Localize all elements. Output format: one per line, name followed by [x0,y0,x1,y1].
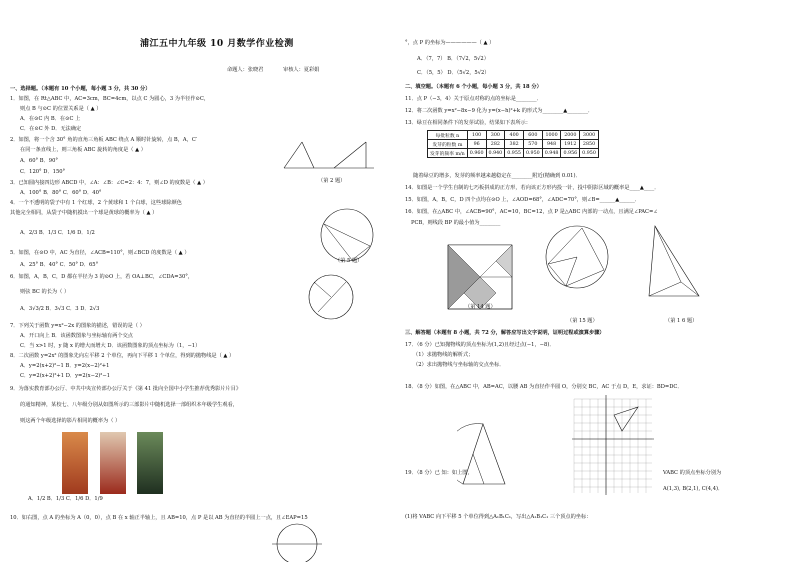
question-text: 2．如图，将一个含 30° 角的直角三角板 ABC 绕点 A 顺时针旋转，点 B，A，C′ [10,137,197,143]
table-cell: 600 [523,131,542,140]
movie-cover-2 [100,432,126,494]
question-text: 的通知精神，某校七、八年级分别从如图所示的三部影片中随机选择一部组织本年级学生观看， [20,402,238,408]
table-cell: 每批粒数 n [428,131,468,140]
germination-table [427,130,599,158]
question-text: 9．为落实教育部办公厅、中共中央宣传部办公厅关于《第 41 批向全国中小学生推荐优秀影片片目》 [10,386,242,392]
author: 命题人：张晓君 [227,67,264,73]
option-row: A．1/2 B．1/3 C．1/6 D．1/9 [28,496,103,502]
section-title: 三、解答题（本题有 8 小题，共 72 分，解答应写出文字说明，证明过程或演算步骤） [405,330,605,336]
table-cell: 2000 [561,131,580,140]
table-row [428,140,599,149]
section-title: 二、填空题。（本题有 6 个小题，每小题 3 分，共 18 分） [405,84,542,90]
figure-caption: （第 2 题） [318,178,346,184]
triangle-figure-2 [274,128,384,180]
table-cell: 发芽的频率 m/n [428,149,468,158]
section-title: 一、选择题。（本题有 10 个小题，每小题 3 分，共 30 分） [10,86,151,92]
triangle-figure-18 [457,420,521,498]
option-row: C．120° D．150° [20,169,66,175]
question-text: PCB，则线段 BP 的最小值为________ [411,220,501,226]
question-text: (1)将 VABC 向下平移 5 个单位得到△A₁B₁C₁，写出△A₁B₁C₁ 三个顶点的坐标： [405,514,592,520]
table-cell: 发芽的粒数 m [428,140,468,149]
question-text: 10．如右图，点 A 的坐标为 A（0，0），点 B 在 x 轴正半轴上，且 AB=10，点 P 是以 AB 为直径的半圆上一点，且∠EAP=15 [10,515,308,521]
table-cell: 0.940 [486,149,505,158]
table-cell: 1912 [561,140,580,149]
question-text: 则这两个年级选择的影片相同的概率为（ ） [20,418,121,424]
movie-cover-3 [137,432,163,494]
table-cell: 0.960 [467,149,486,158]
question-text: 13．绿豆在相同条件下的发芽试验，结果如下表所示： [405,120,531,126]
table-cell: 3000 [580,131,599,140]
question-text: A(1,3), B(2,1), C(4,4)． [663,486,724,492]
option-row: A．在⊙C 内 B．在⊙C 上 [20,116,81,122]
question-text: 15．如图，A，B，C，D 四个点均在⊙O 上，∠AOD=68°，∠ADC=70°，则∠B=______▲______． [405,197,640,203]
option-row: A．2/3 B．1/3 C．1/6 D．1/2 [20,230,95,236]
option-row: A．开口向上 B．该函数图象与坐标轴有两个交点 [20,333,133,339]
table-cell: 570 [523,140,542,149]
option-row: C．当 x>1 时，y 随 x 的增大而增大 D．该函数图象的顶点坐标为（1，−1） [20,343,201,349]
table-cell: 0.950 [580,149,599,158]
question-text: 16．如图，在△ABC 中，∠ACB=90°，AC=10，BC=12，点 P 是△ABC 内部的一动点，且满足∠PAC=∠ [405,209,658,215]
question-text: 4．一个不透明的袋子中有 1 个红球，2 个黄球和 1 个白球，这些球除颜色 [10,200,182,206]
option-row: A．100° B．80° C．60° D．40° [20,190,102,196]
option-row: C．在⊙C 外 D．无法确定 [20,126,82,132]
figure-caption: （第 1 6 题） [665,318,698,324]
table-row [428,149,599,158]
question-text: 11．点 P（−3，4）关于原点对称的点的坐标是________． [405,96,542,102]
table-cell: 96 [467,140,486,149]
table-cell: 400 [505,131,524,140]
figure-caption: （第 15 题） [567,318,598,324]
movie-cover-1 [62,432,88,494]
table-cell: 282 [486,140,505,149]
table-cell: 300 [486,131,505,140]
question-text: 1．如图，在 Rt△ABC 中，AC=3cm，BC=4cm，以点 C 为圆心，3 为半径作⊙C， [10,96,210,102]
table-cell: 0.956 [561,149,580,158]
coordinate-grid-19 [572,395,654,495]
question-text: 6．如图，A，B，C，D 都在半径为 3 的⊙O 上，若 OA⊥BC，∠CDA=30°， [10,274,194,280]
circle-figure-6 [306,272,356,322]
table-cell: 2850 [580,140,599,149]
question-text: （1）求抛物线的解析式； [413,352,474,358]
figure-caption: （第 5 题） [335,258,363,264]
tangram-figure-14 [447,244,513,310]
table-cell: 948 [542,140,561,149]
option-row: A．（7，7） B．（7√2，5√2） [417,56,489,62]
option-row: A．3√3/2 B．3√3 C．3 D．2√3 [20,306,100,312]
table-cell: 1000 [542,131,561,140]
question-text: VABC 的顶点坐标分别为 [663,470,722,476]
semicircle-figure-10 [272,520,322,562]
question-text: 3．已知圆内接四边形 ABCD 中，∠A：∠B：∠C=2：4：7，则∠D 的度数是（ ▲ ） [10,180,208,186]
option-row: A．60° B．90° [20,158,58,164]
question-text: 19．（8 分）已 知：如上图， [405,470,473,476]
option-row: C．y=2(x+2)²+1 D．y=2(x−2)²−1 [20,373,111,379]
question-text: 7．下列关于函数 y=x²−2x 的图象的描述，错误的是（ ） [10,323,145,329]
table-cell: 100 [467,131,486,140]
table-cell: 382 [505,140,524,149]
question-text: 其他完全相同，从袋子中随机摸出一个球是黄球的概率为（ ▲ ） [10,210,158,216]
table-cell: 0.948 [542,149,561,158]
question-text: 17．（6 分）已知抛物线的顶点坐标为(1,2)且经过点(−1，−8)． [405,342,555,348]
circle-figure-5 [318,206,376,264]
option-row: C．（5，5） D．（5√2，5√2） [417,70,490,76]
question-text: 则点 B 与⊙C 的位置关系是（ ▲ ） [20,106,102,112]
exam-title: 浦江五中九年级 10 月数学作业检测 [140,39,294,49]
figure-caption: （第 14 题） [465,304,496,310]
question-text: 则弦 BC 的长为（ ） [20,289,70,295]
question-text: 在同一条直线上，则三角板 ABC 旋转的角度是（ ▲ ） [20,147,146,153]
triangle-figure-16 [647,222,703,300]
question-text: 18．（8 分）如图，在△ABC 中，AB=AC，以腰 AB 为直径作半圆 O，分别交 BC，AC 于点 D，E，求证：BD=DC． [405,384,683,390]
option-row: A．25° B．40° C．50° D．65° [20,262,99,268]
table-header-row [428,131,599,140]
question-text: °，点 P 的坐标为——————（ ▲ ） [405,40,495,46]
circle-figure-15 [542,222,612,292]
question-text: 5．如图，在⊙O 中，AC 为直径，∠ACB=110°，则∠BCD 的度数是（ ▲ ） [10,250,190,256]
option-row: A．y=2(x+2)²−1 B．y=2(x−2)²+1 [20,363,110,369]
table-cell: 0.955 [505,149,524,158]
question-text: 12．将二次函数 y=x²−8x−9 化为 y=(x−h)²+k 的形式为________▲________． [405,108,594,114]
reviewer: 审核人：夏彩娟 [283,67,320,73]
table-cell: 0.950 [523,149,542,158]
question-text: 随着绿豆的增多，发芽的频率越来越稳定在________附近(精确到 0.01)． [413,173,581,179]
question-text: 14．如图是一个学生自制的七巧板拼成的正方形，若向该正方形内投一针，投中阴影区域的概率是____▲____． [405,185,660,191]
question-text: （2）求出抛物线与坐标轴的交点坐标． [413,362,505,368]
question-text: 8．二次函数 y=2x² 的图象先向左平移 2 个单位，再向下平移 1 个单位，得到的抛物线是（ ▲ ） [10,353,235,359]
